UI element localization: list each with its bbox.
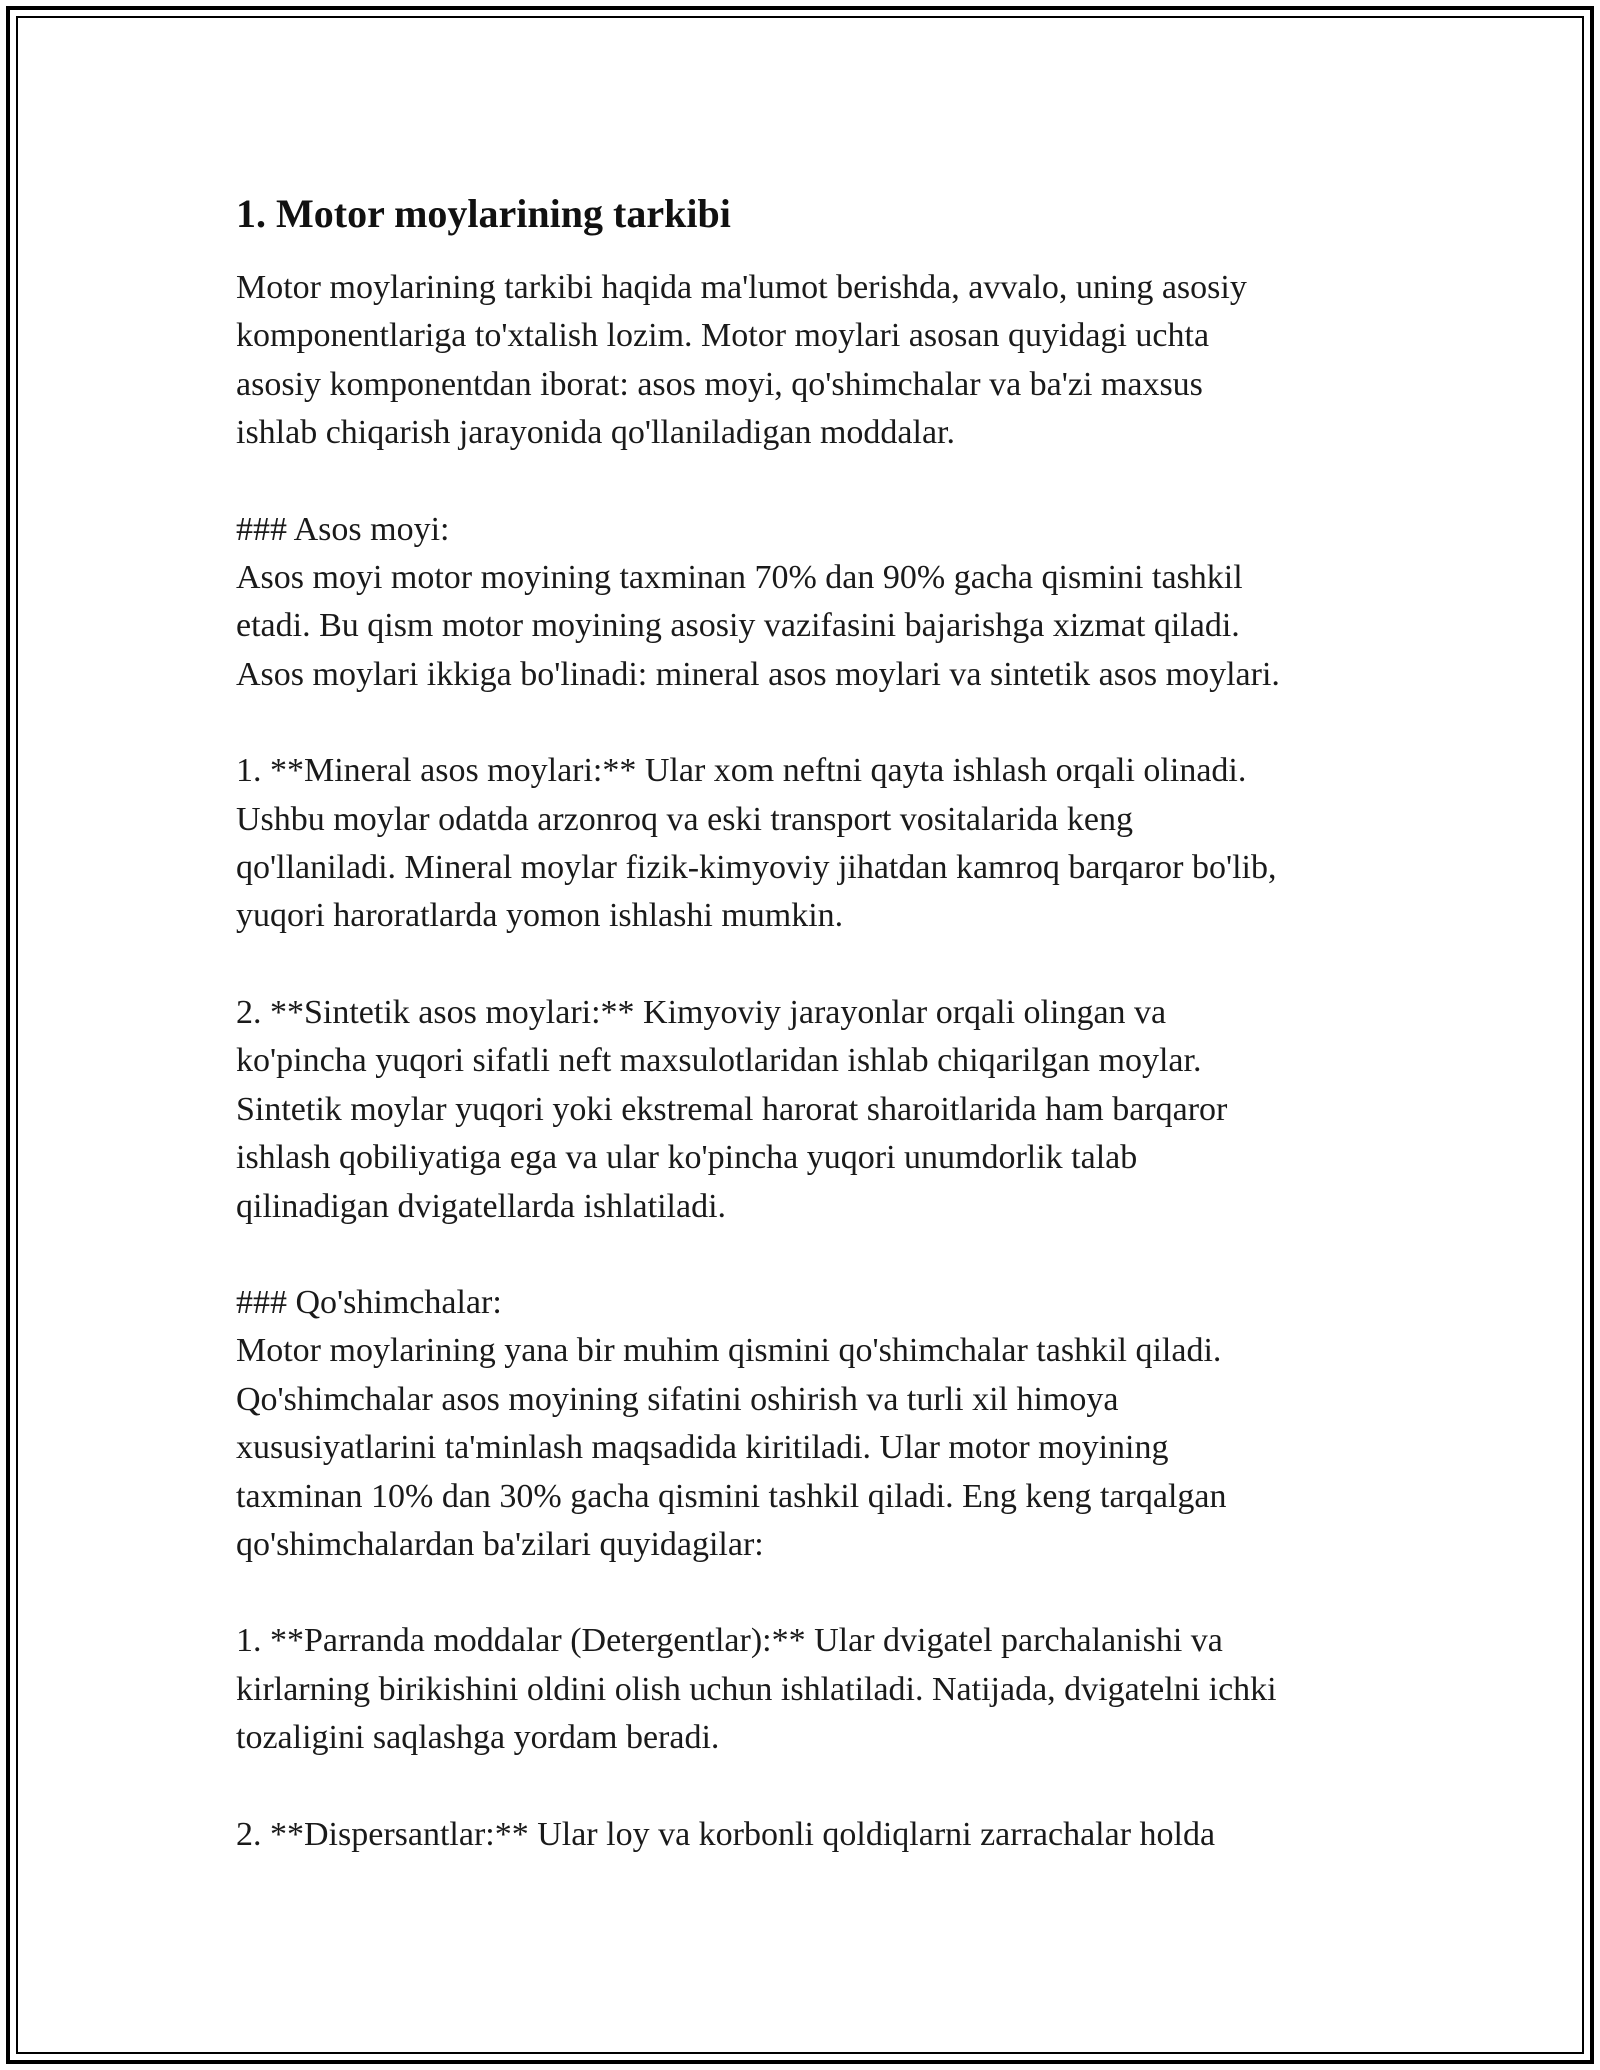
text-line: qo'llaniladi. Mineral moylar fizik-kimyoviy jihatdan kamroq barqaror bo'lib, [236,849,1277,887]
text-line: komponentlariga to'xtalish lozim. Motor moylari asosan quyidagi uchta [236,317,1210,355]
text-line: 1. **Mineral asos moylari:** Ular xom neftni qayta ishlash orqali olinadi. [236,752,1247,790]
paragraph-qoshimchalar [236,1279,1386,1569]
text-line: ishlab chiqarish jarayonida qo'llaniladigan moddalar. [236,414,955,452]
text-line: kirlarning birikishini oldini olish uchun ishlatiladi. Natijada, dvigatelni ichki [236,1670,1277,1708]
section-heading: ### Qo'shimchalar: [236,1283,502,1321]
text-line: taxminan 10% dan 30% gacha qismini tashkil qiladi. Eng keng tarqalgan [236,1477,1227,1515]
paragraph-intro [236,264,1386,458]
text-line: Motor moylarining yana bir muhim qismini qo'shimchalar tashkil qiladi. [236,1332,1222,1370]
text-line: yuqori haroratlarda yomon ishlashi mumkin. [236,897,844,935]
text-line: qilinadigan dvigatellarda ishlatiladi. [236,1187,727,1225]
text-line: qo'shimchalardan ba'zilari quyidagilar: [236,1525,764,1563]
text-line: 1. **Parranda moddalar (Detergentlar):** Ular dvigatel parchalanishi va [236,1622,1223,1660]
text-line: asosiy komponentdan iborat: asos moyi, qo'shimchalar va ba'zi maxsus [236,365,1203,403]
paragraph-asos-moyi [236,506,1386,700]
paragraph-dispersantlar [236,1811,1386,1859]
paragraph-sintetik [236,989,1386,1231]
text-line: ishlash qobiliyatiga ega va ular ko'pincha yuqori unumdorlik talab [236,1139,1138,1177]
text-line: Qo'shimchalar asos moyining sifatini oshirish va turli xil himoya [236,1380,1119,1418]
text-line: Asos moylari ikkiga bo'linadi: mineral asos moylari va sintetik asos moylari. [236,655,1280,693]
document-title: 1. Motor moylarining tarkibi [236,191,731,236]
section-heading: ### Asos moyi: [236,510,450,548]
text-line: Ushbu moylar odatda arzonroq va eski transport vositalarida keng [236,800,1133,838]
text-line: 2. **Sintetik asos moylari:** Kimyoviy jarayonlar orqali olingan va [236,993,1167,1031]
text-line: etadi. Bu qism motor moyining asosiy vazifasini bajarishga xizmat qiladi. [236,607,1240,645]
paragraph-detergentlar [236,1617,1386,1762]
text-line: xususiyatlarini ta'minlash maqsadida kiritiladi. Ular motor moyining [236,1429,1169,1467]
text-line: 2. **Dispersantlar:** Ular loy va korbonli qoldiqlarni zarrachalar holda [236,1815,1216,1853]
document-body [236,186,1386,1907]
text-line: Sintetik moylar yuqori yoki ekstremal harorat sharoitlarida ham barqaror [236,1090,1228,1128]
text-line: Asos moyi motor moyining taxminan 70% dan 90% gacha qismini tashkil [236,559,1243,597]
text-line: tozaligini saqlashga yordam beradi. [236,1719,720,1757]
paragraph-mineral [236,747,1386,941]
text-line: Motor moylarining tarkibi haqida ma'lumot berishda, avvalo, uning asosiy [236,269,1247,306]
text-line: ko'pincha yuqori sifatli neft maxsulotlaridan ishlab chiqarilgan moylar. [236,1042,1202,1080]
